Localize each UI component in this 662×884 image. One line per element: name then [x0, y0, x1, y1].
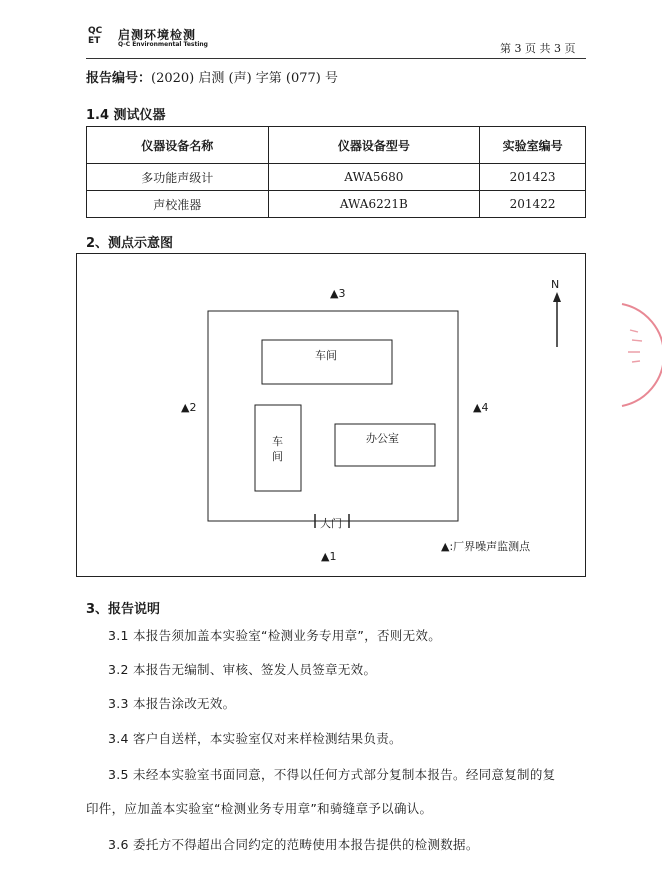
factory-boundary [208, 311, 458, 521]
report-number-label: 报告编号： [86, 71, 152, 86]
col-header-model: 仪器设备型号 [268, 127, 480, 164]
measurement-point-diagram [76, 253, 586, 577]
north-arrow-head [553, 292, 561, 302]
header-divider [86, 58, 586, 59]
report-number-value: (2020) 启测 (声) 字第 (077) 号 [151, 71, 339, 86]
cell-model: AWA5680 [268, 164, 480, 191]
col-header-name: 仪器设备名称 [87, 127, 269, 164]
instrument-table [86, 126, 586, 218]
cell-name: 多功能声级计 [87, 164, 269, 191]
section-diagram-title: 2、测点示意图 [86, 236, 174, 251]
point-4: ▲4 [473, 401, 489, 414]
report-number [86, 67, 338, 86]
company-logo [88, 26, 114, 48]
page-indicator: 第 3 页 共 3 页 [500, 42, 576, 55]
cell-name: 声校准器 [87, 191, 269, 218]
note-item: 3.2 本报告无编制、审核、签发人员签章无效。 [108, 662, 377, 677]
col-header-lab-no: 实验室编号 [480, 127, 586, 164]
gate-label: 大门 [320, 517, 342, 530]
note-item: 3.6 委托方不得超出合同约定的范畴使用本报告提供的检测数据。 [108, 837, 479, 852]
north-label: N [551, 278, 560, 291]
note-item-continuation: 印件，应加盖本实验室“检测业务专用章”和骑缝章予以确认。 [86, 801, 433, 816]
office-label: 办公室 [366, 432, 399, 445]
cell-model: AWA6221B [268, 191, 480, 218]
point-1: ▲1 [321, 550, 337, 563]
note-item: 3.1 本报告须加盖本实验室“检测业务专用章”，否则无效。 [108, 628, 442, 643]
section-instruments-title: 1.4 测试仪器 [86, 108, 166, 123]
point-3: ▲3 [330, 287, 346, 300]
workshop-2-label: 车间 [272, 435, 283, 463]
company-name: 启测环境检测 [118, 28, 197, 42]
logo-line-2: ET [88, 36, 101, 46]
point-2: ▲2 [181, 401, 197, 414]
seal-stamp-partial [618, 300, 662, 410]
section-notes-title: 3、报告说明 [86, 602, 161, 617]
note-item: 3.4 客户自送样，本实验室仅对来样检测结果负责。 [108, 731, 402, 746]
company-name-en: Q-C Environmental Testing [118, 41, 208, 48]
note-item: 3.3 本报告涂改无效。 [108, 696, 236, 711]
note-item: 3.5 未经本实验室书面同意，不得以任何方式部分复制本报告。经同意复制的复 [108, 767, 556, 782]
table-row [87, 191, 586, 218]
cell-lab-no: 201422 [480, 191, 586, 218]
workshop-1-label: 车间 [315, 349, 337, 362]
logo-line-1: QC [88, 26, 103, 36]
table-header-row [87, 127, 586, 164]
cell-lab-no: 201423 [480, 164, 586, 191]
table-row [87, 164, 586, 191]
diagram-legend: ▲:厂界噪声监测点 [441, 540, 531, 553]
